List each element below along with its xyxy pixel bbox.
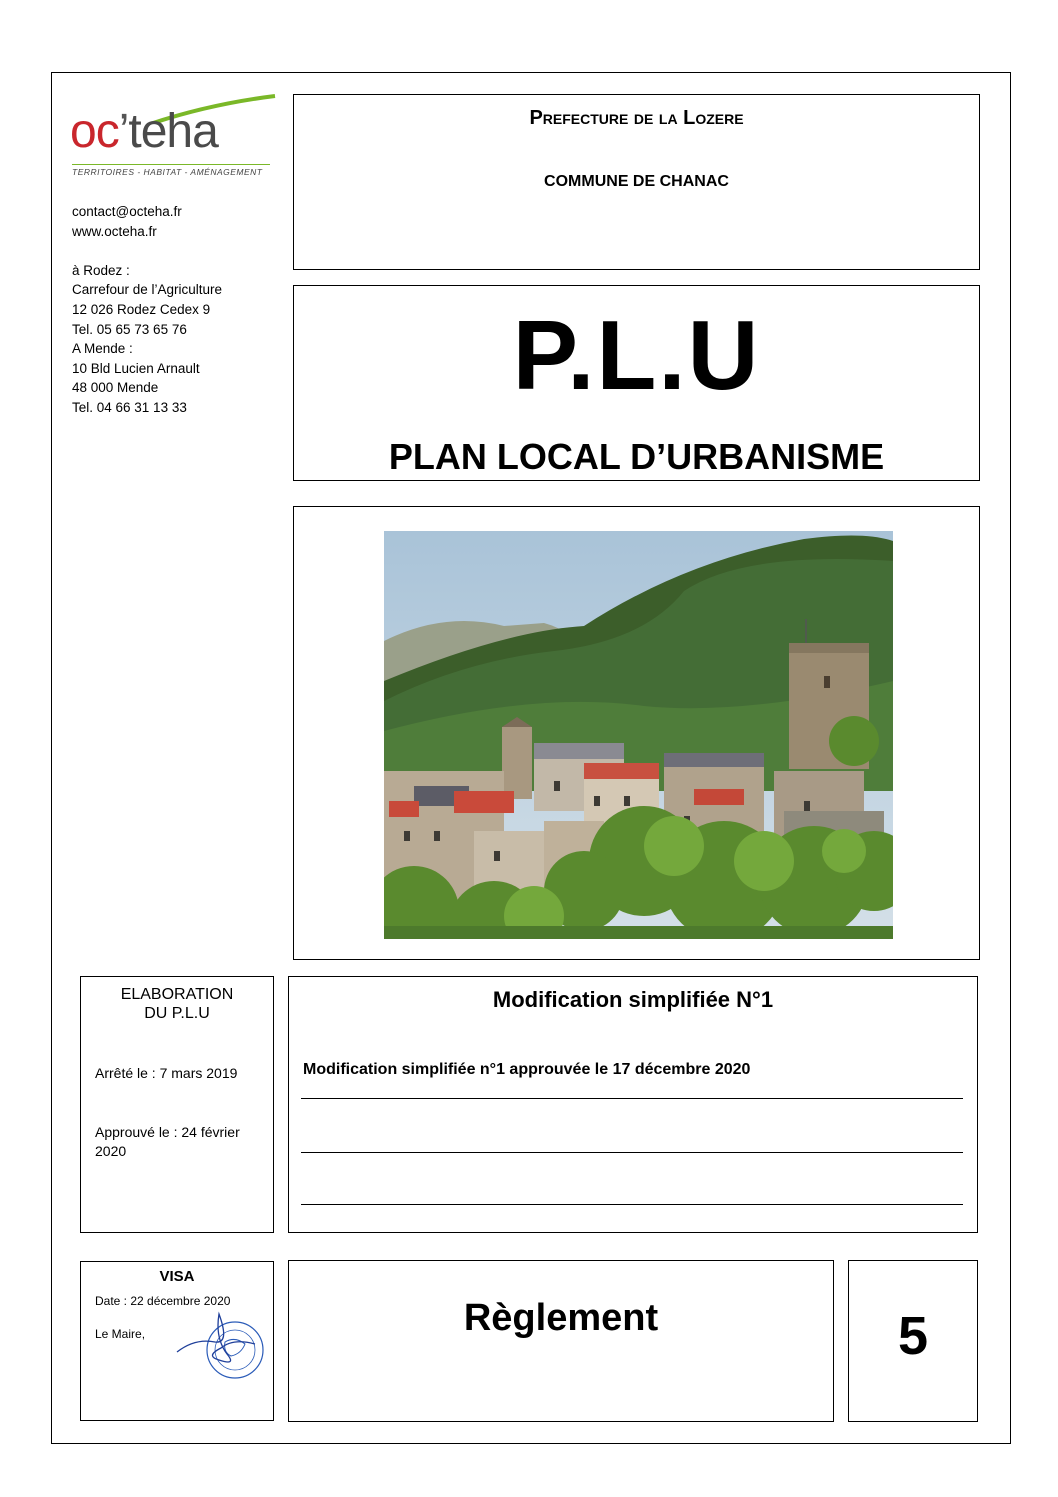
rodez-label: à Rodez : xyxy=(72,262,130,278)
modification-line-1: Modification simplifiée n°1 approuvée le 17 décembre 2020 xyxy=(303,1061,751,1078)
rodez-phone: Tel. 05 65 73 65 76 xyxy=(72,321,187,337)
visa-date: Date : 22 décembre 2020 xyxy=(95,1294,231,1308)
modification-title: Modification simplifiée N°1 xyxy=(492,987,774,1012)
logo-apostrophe: ’ xyxy=(118,105,129,158)
elaboration-box xyxy=(80,976,274,1233)
plu-acronym: P.L.U xyxy=(512,300,761,410)
contact-email[interactable]: contact@octeha.fr xyxy=(72,204,182,219)
visa-box xyxy=(80,1261,274,1421)
contact-block xyxy=(72,202,292,418)
contact-website[interactable]: www.octeha.fr xyxy=(72,223,157,239)
modification-rule-2 xyxy=(301,1152,963,1153)
logo-tagline: TERRITOIRES - HABITAT - AMÉNAGEMENT xyxy=(72,164,270,177)
rodez-address-1: Carrefour de l’Agriculture xyxy=(72,282,223,298)
document-number: 5 xyxy=(897,1306,929,1366)
logo-part-teha: teha xyxy=(128,105,218,158)
elaboration-title-line1: ELABORATION xyxy=(120,986,234,1003)
document-name-box xyxy=(288,1260,834,1422)
mende-address-1: 10 Bld Lucien Arnault xyxy=(72,360,200,376)
prefecture-box xyxy=(293,94,980,270)
approuve-date: Approuvé le : 24 février 2020 xyxy=(95,1124,240,1159)
mende-phone: Tel. 04 66 31 13 33 xyxy=(72,399,187,415)
document-number-box xyxy=(848,1260,978,1422)
commune-name: COMMUNE DE CHANAC xyxy=(544,173,729,190)
octeha-logo xyxy=(70,94,275,184)
mayor-signature-stamp-icon xyxy=(175,1308,271,1388)
logo-part-oc: oc xyxy=(70,105,119,158)
document-name: Règlement xyxy=(463,1297,659,1339)
modification-rule-3 xyxy=(301,1204,963,1205)
prefecture-title: Prefecture de la Lozere xyxy=(529,107,744,129)
logo-wordmark xyxy=(70,105,218,158)
elaboration-title xyxy=(81,985,273,1023)
visa-maire: Le Maire, xyxy=(95,1327,146,1341)
elaboration-title-line2: DU P.L.U xyxy=(144,1005,210,1022)
village-photo xyxy=(384,531,893,939)
plu-title-box xyxy=(293,285,980,481)
rodez-address-2: 12 026 Rodez Cedex 9 xyxy=(72,301,211,317)
mende-address-2: 48 000 Mende xyxy=(72,380,159,396)
plu-full-title: PLAN LOCAL D’URBANISME xyxy=(388,436,885,477)
arrete-date: Arrêté le : 7 mars 2019 xyxy=(95,1065,238,1081)
visa-title: VISA xyxy=(159,1268,195,1285)
modification-box xyxy=(288,976,978,1233)
mende-label: A Mende : xyxy=(72,341,133,357)
modification-rule-1 xyxy=(301,1098,963,1099)
photo-box xyxy=(293,506,980,960)
